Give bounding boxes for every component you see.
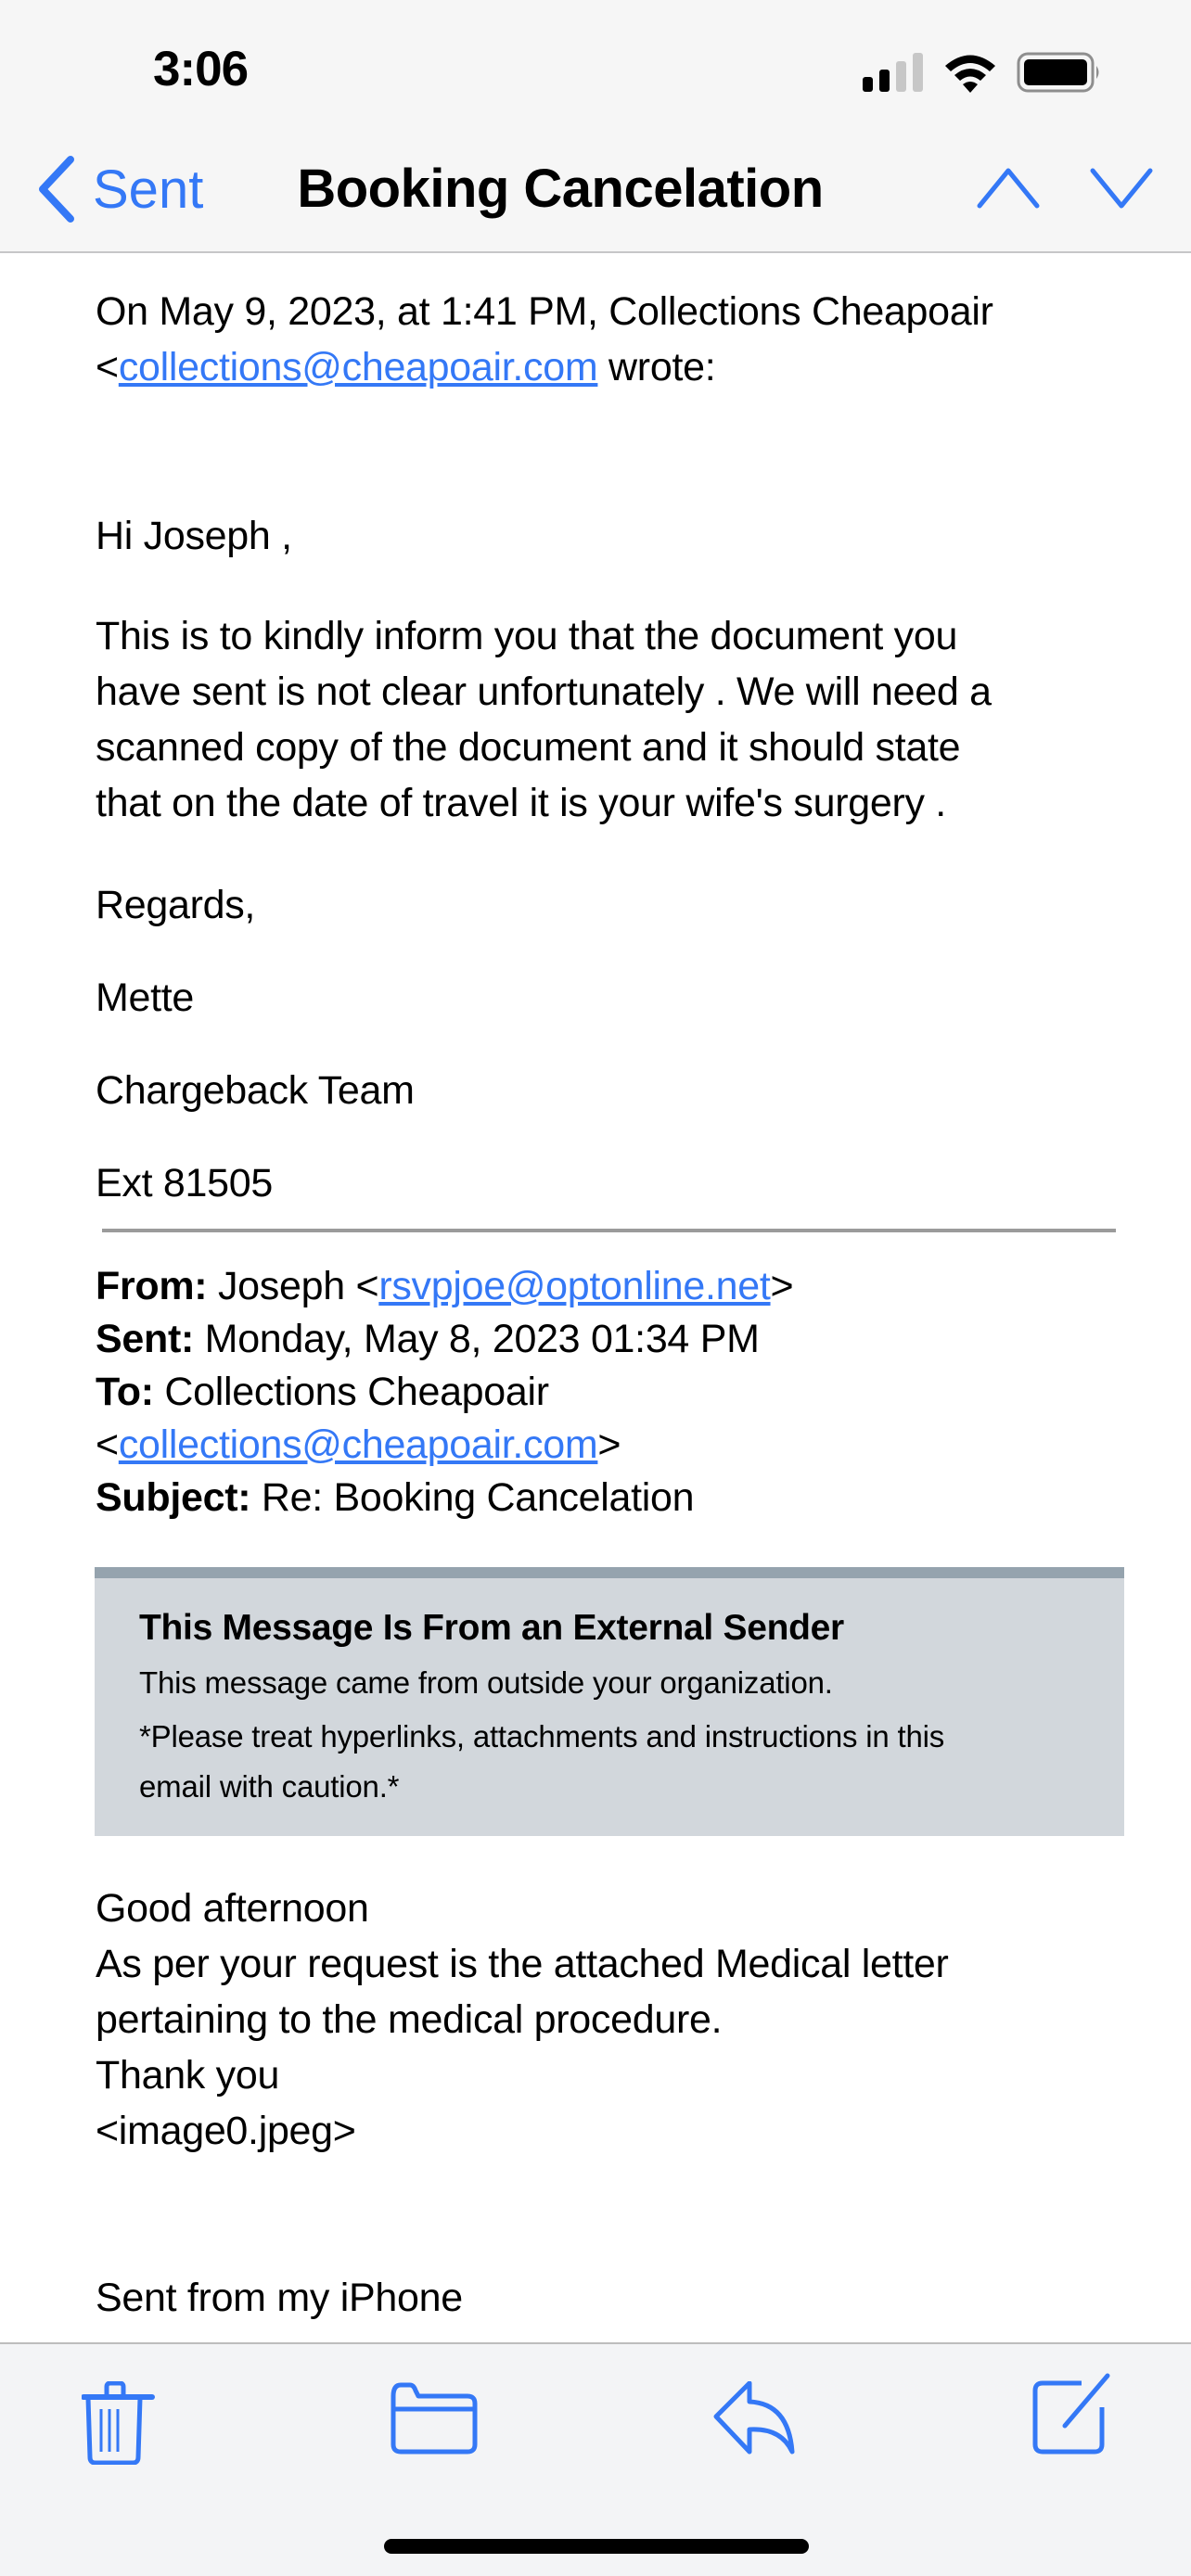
- quote-header-suffix: wrote:: [597, 345, 716, 389]
- quote-header-line2: <collections@cheapoair.com wrote:: [96, 345, 716, 389]
- header-from: From: Joseph <rsvpjoe@optonline.net>: [96, 1264, 794, 1308]
- status-time: 3:06: [153, 42, 249, 96]
- original-body-line: Thank you: [96, 2053, 280, 2098]
- banner-line: *Please treat hyperlinks, attachments and instructions in this: [139, 1719, 945, 1753]
- original-body-line: Good afternoon: [96, 1886, 369, 1931]
- banner-line: email with caution.*: [139, 1769, 400, 1804]
- header-subject: Subject: Re: Booking Cancelation: [96, 1475, 695, 1520]
- quote-header-line1: On May 9, 2023, at 1:41 PM, Collections Cheapoair: [96, 289, 993, 334]
- message-navigation: [976, 165, 1154, 211]
- trash-icon[interactable]: [82, 2381, 156, 2465]
- home-indicator[interactable]: [384, 2539, 809, 2554]
- original-body-line: As per your request is the attached Medical letter: [96, 1942, 949, 1986]
- reply-closing: Regards,: [96, 883, 256, 927]
- header-to-email: <collections@cheapoair.com>: [96, 1422, 621, 1467]
- reply-paragraph-line: that on the date of travel it is your wife's surgery .: [96, 781, 946, 825]
- banner-line: This message came from outside your organization.: [139, 1665, 833, 1700]
- reply-greeting: Hi Joseph ,: [96, 514, 292, 558]
- external-sender-banner: [95, 1567, 1124, 1836]
- from-email-link[interactable]: rsvpjoe@optonline.net: [378, 1264, 771, 1308]
- status-bar: [0, 0, 1191, 130]
- banner-title: This Message Is From an External Sender: [139, 1608, 844, 1648]
- collections-email-link[interactable]: collections@cheapoair.com: [118, 345, 598, 389]
- battery-icon: [1017, 52, 1102, 93]
- back-label: Sent: [93, 159, 204, 220]
- chevron-down-icon[interactable]: [1089, 165, 1154, 211]
- page-title: Booking Cancelation: [297, 159, 824, 219]
- compose-icon[interactable]: [1030, 2372, 1115, 2455]
- original-signature: Sent from my iPhone: [96, 2276, 463, 2320]
- reply-paragraph-line: scanned copy of the document and it should state: [96, 725, 961, 770]
- nav-bar: [0, 130, 1191, 253]
- original-body-line: pertaining to the medical procedure.: [96, 1997, 723, 2042]
- header-sent: Sent: Monday, May 8, 2023 01:34 PM: [96, 1317, 760, 1361]
- status-icons: [863, 52, 1102, 93]
- quote-divider: [102, 1229, 1116, 1232]
- reply-signature-extension: Ext 81505: [96, 1161, 273, 1205]
- folder-icon[interactable]: [390, 2381, 479, 2455]
- chevron-up-icon[interactable]: [976, 165, 1041, 211]
- reply-signature-team: Chargeback Team: [96, 1068, 415, 1113]
- attachment-placeholder: <image0.jpeg>: [96, 2109, 356, 2153]
- wifi-icon: [942, 52, 998, 93]
- signal-icon: [863, 53, 924, 92]
- reply-signature-name: Mette: [96, 976, 195, 1020]
- reply-icon[interactable]: [712, 2381, 796, 2455]
- banner-top-bar: [95, 1567, 1124, 1578]
- header-to: To: Collections Cheapoair: [96, 1370, 549, 1414]
- reply-paragraph-line: have sent is not clear unfortunately . We will need a: [96, 670, 992, 714]
- reply-paragraph-line: This is to kindly inform you that the document you: [96, 614, 958, 658]
- to-email-link[interactable]: collections@cheapoair.com: [118, 1422, 598, 1467]
- message-body[interactable]: [0, 254, 1191, 2342]
